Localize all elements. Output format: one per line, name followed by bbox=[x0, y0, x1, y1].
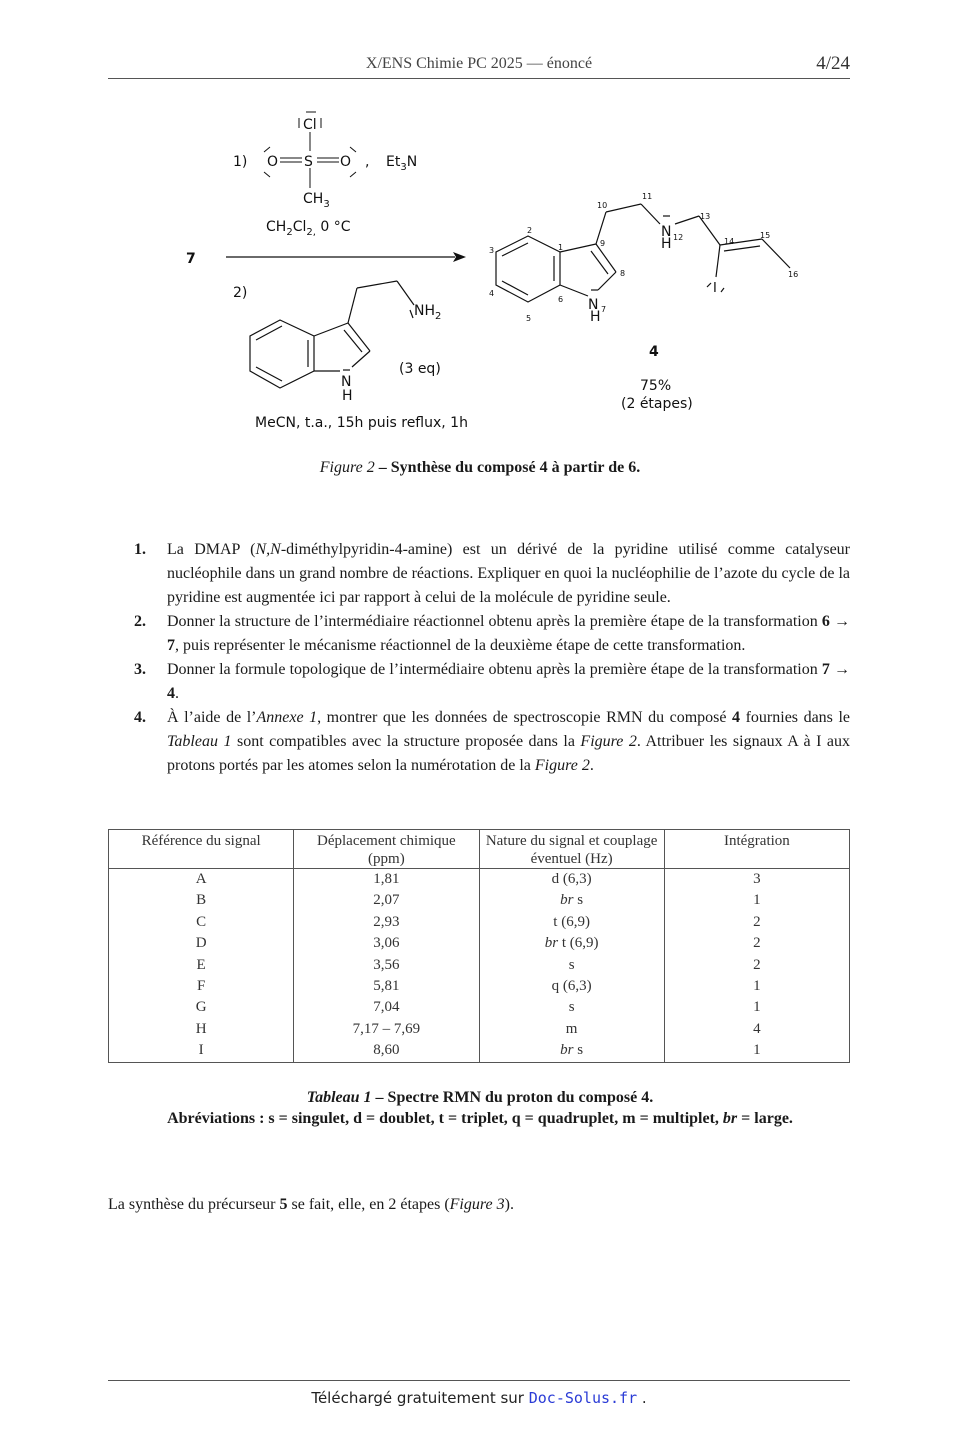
svg-text:CH3 bbox=[303, 191, 330, 210]
mesyl-chloride-structure bbox=[264, 112, 356, 210]
table-cell: q (6,3) bbox=[479, 976, 664, 997]
figure-caption-text: – Synthèse du composé 4 à partir de 6. bbox=[374, 459, 641, 476]
table-cell: 2,93 bbox=[294, 912, 479, 933]
reaction-scheme bbox=[0, 0, 980, 450]
page-number: 4/24 bbox=[816, 53, 850, 74]
solvent-ch: CH bbox=[266, 219, 287, 235]
equivalents: (3 eq) bbox=[399, 361, 441, 377]
question-text-italic: Figure 2 bbox=[534, 757, 590, 774]
column-header: Déplacement chimique (ppm) bbox=[294, 830, 479, 869]
question-item bbox=[134, 706, 850, 778]
svg-text:NH2 bbox=[414, 303, 441, 322]
paragraph-italic: Figure 3 bbox=[449, 1196, 505, 1213]
table-cell: br t (6,9) bbox=[479, 933, 664, 954]
table-cell: 5,81 bbox=[294, 976, 479, 997]
page-footer bbox=[108, 1380, 850, 1407]
body-paragraph bbox=[108, 1196, 514, 1214]
table-cell: H bbox=[109, 1019, 294, 1040]
paragraph-text: ). bbox=[504, 1196, 514, 1213]
product-label: 4 bbox=[649, 344, 659, 360]
column-header: Nature du signal et couplage éventuel (Hz) bbox=[479, 830, 664, 869]
atom-number: 2 bbox=[527, 226, 533, 235]
question-text: Donner la structure de l’intermédiaire réactionnel obtenu après la première étape de la transformation bbox=[167, 613, 822, 630]
atom-number: 16 bbox=[788, 270, 799, 279]
question-text: , montrer que les données de spectroscopie RMN du composé bbox=[317, 709, 733, 726]
footer-link[interactable]: Doc-Solus.fr bbox=[528, 1389, 638, 1407]
question-text: fournies dans le bbox=[740, 709, 850, 726]
iodine-atom: I bbox=[713, 281, 717, 296]
table-cell: 3,06 bbox=[294, 933, 479, 954]
solvent-temperature: 0 °C bbox=[315, 219, 351, 235]
table-cell: C bbox=[109, 912, 294, 933]
chloride-atom: Cl bbox=[303, 117, 317, 133]
paragraph-text: La synthèse du précurseur bbox=[108, 1196, 280, 1213]
paragraph-bold: 5 bbox=[279, 1196, 288, 1213]
solvent-sub2: 2, bbox=[306, 227, 316, 238]
atom-number: 13 bbox=[700, 212, 711, 221]
table-caption-prefix: Tableau 1 bbox=[306, 1089, 372, 1106]
table-cell: D bbox=[109, 933, 294, 954]
table-row bbox=[109, 1040, 850, 1062]
table-cell: 2 bbox=[664, 955, 849, 976]
product-h7: H bbox=[590, 309, 601, 325]
abbreviations-text: Abréviations : s = singulet, d = doublet, t = triplet, q = quadruplet, m = multiplet, bbox=[167, 1110, 723, 1127]
column-header: Intégration bbox=[664, 830, 849, 869]
product-h12: H bbox=[661, 236, 672, 252]
table-cell: F bbox=[109, 976, 294, 997]
question-number: 1. bbox=[134, 541, 146, 558]
table-row bbox=[109, 890, 850, 911]
nmr-table bbox=[108, 829, 850, 1063]
header-title: X/ENS Chimie PC 2025 — énoncé bbox=[365, 55, 593, 72]
table-row bbox=[109, 933, 850, 954]
table-cell: B bbox=[109, 890, 294, 911]
table-cell: 1,81 bbox=[294, 869, 479, 891]
solvent-cl: Cl bbox=[292, 219, 307, 235]
question-text: -diméthylpyridin-4-amine) est un dérivé de la pyridine utilisé comme catalyseur nucléophile dans un grand nombre de réactions. Expliquer en quoi la nucléophilie de l’azote du cycle de la pyridine est augmentée ici par rapport à celui de la molécule de pyridine seule. bbox=[167, 541, 851, 606]
triethylamine-n: N bbox=[406, 154, 418, 170]
question-text-bold: 6 → 7 bbox=[167, 613, 851, 654]
step2-label: 2) bbox=[233, 285, 248, 301]
question-text: . bbox=[175, 685, 179, 702]
step2-conditions: MeCN, t.a., 15h puis reflux, 1h bbox=[255, 415, 468, 431]
table-cell: A bbox=[109, 869, 294, 891]
question-text-italic: Tableau 1 bbox=[167, 733, 232, 750]
column-header: Référence du signal bbox=[109, 830, 294, 869]
atom-number: 7 bbox=[601, 305, 607, 314]
atom-number: 14 bbox=[724, 237, 735, 246]
table-cell: 8,60 bbox=[294, 1040, 479, 1062]
yield-note: (2 étapes) bbox=[621, 396, 693, 412]
question-text: Donner la formule topologique de l’intermédiaire obtenu après la première étape de la transformation bbox=[167, 661, 822, 678]
table-cell: E bbox=[109, 955, 294, 976]
table-caption bbox=[0, 1089, 960, 1107]
atom-numbering bbox=[489, 192, 798, 323]
question-text-italic: N,N bbox=[255, 541, 281, 558]
amine-subscript: 2 bbox=[435, 311, 442, 322]
atom-number: 12 bbox=[673, 233, 684, 242]
paragraph-text: se fait, elle, en 2 étapes ( bbox=[287, 1196, 450, 1213]
start-compound-label: 7 bbox=[186, 251, 196, 267]
table-cell: 2,07 bbox=[294, 890, 479, 911]
atom-number: 9 bbox=[600, 239, 606, 248]
table-cell: 7,17 – 7,69 bbox=[294, 1019, 479, 1040]
triethylamine-et: Et bbox=[386, 154, 401, 170]
atom-number: 4 bbox=[489, 289, 495, 298]
table-cell: 3,56 bbox=[294, 955, 479, 976]
indole-h: H bbox=[342, 388, 353, 404]
question-text-bold: 4 bbox=[732, 709, 741, 726]
question-item bbox=[134, 538, 850, 610]
atom-number: 10 bbox=[597, 201, 608, 210]
methyl-group: CH bbox=[303, 191, 324, 207]
table-cell: m bbox=[479, 1019, 664, 1040]
abbreviations-line bbox=[0, 1110, 960, 1128]
indole-n: N bbox=[341, 374, 352, 390]
atom-number: 8 bbox=[620, 269, 626, 278]
table-cell: 1 bbox=[664, 890, 849, 911]
question-item bbox=[134, 610, 850, 658]
table-cell: 2 bbox=[664, 912, 849, 933]
table-cell: d (6,3) bbox=[479, 869, 664, 891]
table-cell: 4 bbox=[664, 1019, 849, 1040]
question-text: . bbox=[589, 757, 594, 774]
question-text-italic: Annexe 1 bbox=[256, 709, 318, 726]
oxygen-right: O bbox=[340, 154, 352, 170]
solvent-conditions bbox=[266, 219, 351, 238]
table-body bbox=[109, 869, 850, 1063]
question-text-italic: Figure 2 bbox=[580, 733, 637, 750]
atom-number: 1 bbox=[558, 243, 564, 252]
product-structure bbox=[496, 204, 790, 302]
table-row bbox=[109, 976, 850, 997]
table-cell: I bbox=[109, 1040, 294, 1062]
figure-caption bbox=[0, 459, 960, 477]
atom-number: 15 bbox=[760, 231, 771, 240]
question-text: À l’aide de l’ bbox=[167, 709, 257, 726]
atom-number: 3 bbox=[489, 246, 495, 255]
table-cell: 1 bbox=[664, 1040, 849, 1062]
amine-nh: NH bbox=[414, 303, 435, 319]
question-text: sont compatibles avec la structure proposée dans la bbox=[231, 733, 581, 750]
triethylamine bbox=[386, 154, 417, 173]
table-cell: G bbox=[109, 997, 294, 1018]
figure-caption-prefix: Figure 2 bbox=[319, 459, 375, 476]
table-cell: br s bbox=[479, 1040, 664, 1062]
question-list bbox=[134, 538, 850, 778]
table-cell: 3 bbox=[664, 869, 849, 891]
abbreviations-end: = large. bbox=[737, 1110, 793, 1127]
table-cell: 1 bbox=[664, 997, 849, 1018]
atom-number: 11 bbox=[642, 192, 653, 201]
question-text: , puis représenter le mécanisme réactionnel de la deuxième étape de cette transformation. bbox=[175, 637, 746, 654]
question-number: 2. bbox=[134, 613, 146, 630]
table-cell: 1 bbox=[664, 976, 849, 997]
product-n12: N bbox=[661, 224, 672, 240]
atom-number: 5 bbox=[526, 314, 532, 323]
triethylamine-subscript: 3 bbox=[400, 162, 407, 173]
table-cell: s bbox=[479, 955, 664, 976]
question-item bbox=[134, 658, 850, 706]
footer-end: . bbox=[637, 1389, 647, 1407]
reagent-comma: , bbox=[365, 154, 370, 170]
table-row bbox=[109, 997, 850, 1018]
oxygen-left: O bbox=[267, 154, 279, 170]
atom-number: 6 bbox=[558, 295, 564, 304]
question-text-bold: 7 → 4 bbox=[167, 661, 851, 702]
step1-label: 1) bbox=[233, 154, 248, 170]
table-cell: 7,04 bbox=[294, 997, 479, 1018]
table-cell: br s bbox=[479, 890, 664, 911]
table-row bbox=[109, 955, 850, 976]
yield: 75% bbox=[640, 378, 672, 394]
table-cell: 2 bbox=[664, 933, 849, 954]
table-row bbox=[109, 912, 850, 933]
sulfur-atom: S bbox=[304, 154, 313, 170]
table-row bbox=[109, 1019, 850, 1040]
question-number: 4. bbox=[134, 709, 146, 726]
solvent-sub1: 2 bbox=[286, 227, 293, 238]
table-cell: s bbox=[479, 997, 664, 1018]
methyl-subscript: 3 bbox=[323, 199, 330, 210]
product-n7: N bbox=[588, 297, 599, 313]
abbreviations-br: br bbox=[722, 1110, 738, 1127]
question-text: La DMAP ( bbox=[167, 541, 256, 558]
table-header-row bbox=[109, 830, 850, 869]
footer-text: Téléchargé gratuitement sur bbox=[311, 1389, 529, 1407]
table-caption-text: – Spectre RMN du proton du composé 4. bbox=[371, 1089, 654, 1106]
question-number: 3. bbox=[134, 661, 146, 678]
question-text: . Attribuer les signaux A à I aux protons portés par les atomes selon la numérotation de la bbox=[167, 733, 850, 774]
tryptamine-structure bbox=[250, 281, 414, 388]
table-cell: t (6,9) bbox=[479, 912, 664, 933]
table-row bbox=[109, 869, 850, 891]
